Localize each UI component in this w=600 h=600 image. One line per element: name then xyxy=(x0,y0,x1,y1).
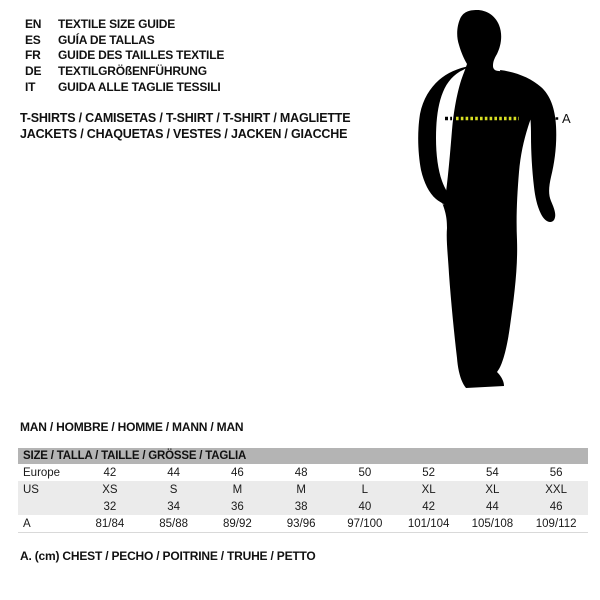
size-value: XL xyxy=(421,483,436,496)
size-value: 81/84 xyxy=(95,517,125,530)
size-value: 101/104 xyxy=(407,517,450,530)
size-value: M xyxy=(296,483,306,496)
man-silhouette-figure xyxy=(400,0,585,395)
language-title: GUIDA ALLE TAGLIE TESSILI xyxy=(58,79,221,94)
language-code: ES xyxy=(25,32,41,47)
table-row-europe xyxy=(18,464,588,481)
category-tshirts: T-SHIRTS / CAMISETAS / T-SHIRT / T-SHIRT / MAGLIETTE xyxy=(20,111,351,125)
size-value: M xyxy=(232,483,243,496)
language-row-en xyxy=(25,16,224,32)
size-value: 46 xyxy=(549,500,563,513)
size-value: 54 xyxy=(485,466,499,479)
man-silhouette-icon xyxy=(400,0,585,395)
size-value: 89/92 xyxy=(222,517,252,530)
size-value: 52 xyxy=(422,466,436,479)
size-value: 44 xyxy=(167,466,181,479)
garment-categories xyxy=(20,110,350,142)
language-row-es xyxy=(25,32,224,48)
language-title: TEXTILE SIZE GUIDE xyxy=(58,16,176,31)
size-value: S xyxy=(169,483,178,496)
language-code: IT xyxy=(25,79,36,94)
size-value: 48 xyxy=(294,466,308,479)
language-code: DE xyxy=(25,63,42,78)
row-label: A xyxy=(23,517,31,530)
size-value: L xyxy=(361,483,369,496)
table-row-us xyxy=(18,481,588,498)
size-table-header: SIZE / TALLA / TAILLE / GRÖSSE / TAGLIA xyxy=(18,448,588,464)
size-value: 42 xyxy=(422,500,436,513)
size-value: 40 xyxy=(358,500,372,513)
size-value: 50 xyxy=(358,466,372,479)
size-value: 44 xyxy=(485,500,499,513)
measure-label-a: A xyxy=(562,111,571,126)
silhouette-body xyxy=(442,10,543,388)
language-title: TEXTILGRÖßENFÜHRUNG xyxy=(58,63,207,78)
size-value: XXL xyxy=(545,483,567,496)
language-row-de xyxy=(25,63,224,79)
language-code: FR xyxy=(25,48,41,63)
language-row-it xyxy=(25,79,224,95)
size-value: XL xyxy=(485,483,500,496)
size-value: 105/108 xyxy=(471,517,514,530)
table-row-chest-cm xyxy=(18,515,588,532)
size-table xyxy=(18,448,588,533)
size-value: 109/112 xyxy=(535,517,577,530)
row-label: US xyxy=(23,483,39,496)
size-value: 42 xyxy=(103,466,117,479)
size-value: 85/88 xyxy=(159,517,189,530)
measurement-footnote: A. (cm) CHEST / PECHO / POITRINE / TRUHE / PETTO xyxy=(20,549,316,563)
size-value: 36 xyxy=(230,500,244,513)
category-jackets: JACKETS / CHAQUETAS / VESTES / JACKEN / GIACCHE xyxy=(20,127,348,141)
language-title: GUIDE DES TAILLES TEXTILE xyxy=(58,48,225,63)
size-value: 97/100 xyxy=(347,517,383,530)
language-code: EN xyxy=(25,16,42,31)
size-value: 38 xyxy=(294,500,308,513)
size-value: 34 xyxy=(167,500,181,513)
section-title-man: MAN / HOMBRE / HOMME / MANN / MAN xyxy=(20,420,244,434)
size-value: 56 xyxy=(549,466,563,479)
language-row-fr xyxy=(25,47,224,63)
size-value: 32 xyxy=(103,500,117,513)
language-list xyxy=(25,16,224,94)
language-title: GUÍA DE TALLAS xyxy=(58,32,155,47)
table-row-us-numeric xyxy=(18,498,588,515)
size-value: XS xyxy=(102,483,118,496)
size-value: 46 xyxy=(230,466,244,479)
row-label: Europe xyxy=(23,466,61,479)
size-value: 93/96 xyxy=(286,517,316,530)
